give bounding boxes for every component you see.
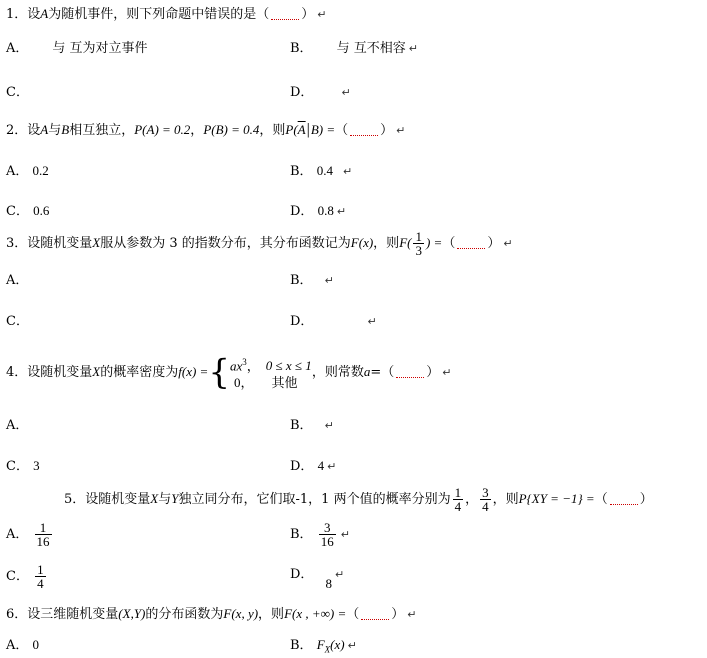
option-label: C． bbox=[6, 204, 29, 219]
numerator: 1 bbox=[37, 562, 44, 577]
q1-option-c bbox=[6, 85, 29, 101]
option-subscript: X bbox=[324, 644, 331, 655]
option-label: B． bbox=[290, 273, 313, 288]
q2-option-a bbox=[6, 163, 49, 180]
option-fraction bbox=[319, 521, 336, 548]
q1-text-2: 为随机事件，则下列命题中错误的是（ bbox=[48, 7, 270, 22]
q4-stem bbox=[6, 352, 451, 393]
case-2-cond: 其他 bbox=[271, 375, 298, 391]
q3-close: ） bbox=[487, 236, 501, 251]
denominator: 4 bbox=[454, 499, 462, 514]
joint-cdf: F(x, y) bbox=[223, 606, 259, 621]
option-value: 0 bbox=[32, 637, 40, 652]
variable-x: X bbox=[150, 491, 159, 506]
q5-text-3: 独立同分布，它们取-1，1 两个值的概率分别为 bbox=[178, 492, 451, 507]
answer-blank bbox=[396, 367, 424, 378]
option-fraction bbox=[35, 521, 52, 548]
case-1-cond: 0 ≤ x ≤ 1 bbox=[265, 358, 312, 374]
case-1-expr: ax bbox=[229, 358, 243, 374]
return-mark: ↵ bbox=[340, 528, 350, 541]
pdf-symbol: f(x) = bbox=[178, 364, 209, 379]
q1-option-a bbox=[6, 41, 148, 57]
option-label: B． bbox=[290, 41, 313, 56]
option-label: B． bbox=[290, 527, 313, 542]
q3-stem bbox=[6, 230, 513, 257]
option-fraction bbox=[35, 563, 46, 590]
return-mark: ↵ bbox=[334, 568, 345, 581]
prob-a: P(A) = 0.2 bbox=[134, 122, 191, 137]
option-value: 0.4 bbox=[316, 163, 333, 178]
piecewise-brace: { bbox=[208, 352, 230, 393]
option-label: D． bbox=[290, 567, 314, 582]
cond-prob-close: B) = bbox=[310, 122, 336, 137]
q4-text-3: ，则常数 bbox=[311, 365, 364, 380]
event-a: A bbox=[40, 6, 49, 21]
option-value: 3 bbox=[33, 458, 40, 473]
denominator: 4 bbox=[37, 576, 44, 591]
cond-prob-open: P( bbox=[285, 122, 298, 137]
return-mark: ↵ bbox=[317, 8, 327, 21]
q2-stem bbox=[6, 122, 405, 139]
marginal-expr: F(x , +∞) = bbox=[284, 606, 347, 621]
return-mark: ↵ bbox=[347, 639, 357, 652]
q2-close: ） bbox=[380, 123, 394, 138]
option-tail: (x) bbox=[330, 637, 345, 652]
q5-text-4: ，则 bbox=[492, 492, 519, 507]
option-label: D． bbox=[290, 204, 314, 219]
q2-text-4: ，则 bbox=[259, 123, 286, 138]
q2-option-c bbox=[6, 203, 49, 220]
q3-open: （ bbox=[442, 236, 456, 251]
q2-number: 2． bbox=[6, 123, 28, 138]
equals: = bbox=[370, 365, 382, 380]
cdf-symbol: F(x) bbox=[350, 235, 374, 250]
q3-option-d bbox=[290, 314, 377, 330]
q4-open: （ bbox=[381, 365, 395, 380]
return-mark: ↵ bbox=[367, 315, 377, 328]
given-bar: | bbox=[306, 121, 310, 138]
q5-open: （ bbox=[594, 492, 608, 507]
q3-text-3: ，则 bbox=[373, 236, 400, 251]
q5-option-b bbox=[290, 520, 350, 550]
option-label: A． bbox=[6, 527, 29, 542]
option-value: 0.6 bbox=[33, 203, 50, 218]
random-vector: (X,Y) bbox=[118, 606, 146, 621]
case-1-exp: 3 bbox=[242, 356, 247, 367]
q1-stem bbox=[6, 6, 327, 23]
case-2-expr: 0， bbox=[233, 375, 254, 391]
q4-option-a bbox=[6, 418, 28, 434]
variable-y: Y bbox=[171, 491, 179, 506]
q2-open: （ bbox=[335, 123, 349, 138]
option-label: C． bbox=[6, 85, 29, 100]
q3-option-c bbox=[6, 314, 29, 330]
q1-option-d bbox=[290, 85, 351, 101]
option-value: F bbox=[316, 637, 325, 652]
q5-option-d bbox=[290, 566, 345, 591]
variable-x: X bbox=[92, 364, 101, 379]
q3-number: 3． bbox=[6, 236, 28, 251]
q6-open: （ bbox=[346, 607, 360, 622]
answer-blank bbox=[457, 238, 485, 249]
return-mark: ↵ bbox=[503, 237, 513, 250]
return-mark: ↵ bbox=[341, 86, 351, 99]
q2-option-b bbox=[290, 163, 352, 180]
option-label: A． bbox=[6, 41, 29, 56]
option-label: A． bbox=[6, 418, 29, 433]
option-value: 0.2 bbox=[32, 163, 49, 178]
q5-close: ） bbox=[639, 492, 653, 507]
q4-option-c bbox=[6, 458, 40, 475]
q4-number: 4． bbox=[6, 365, 28, 380]
q6-option-b bbox=[290, 637, 357, 658]
event-b: B bbox=[61, 122, 70, 137]
q2-text-2: 与 bbox=[48, 123, 62, 138]
q6-close: ） bbox=[391, 607, 405, 622]
answer-blank bbox=[350, 125, 378, 136]
q4-text-1: 设随机变量 bbox=[27, 365, 93, 380]
option-label: D． bbox=[290, 314, 314, 329]
q3-text-2: 服从参数为 3 的指数分布，其分布函数记为 bbox=[100, 236, 351, 251]
return-mark: ↵ bbox=[324, 274, 334, 287]
case-row-1 bbox=[230, 354, 312, 374]
option-label: A． bbox=[6, 273, 29, 288]
return-mark: ↵ bbox=[342, 165, 353, 178]
q4-option-b bbox=[290, 418, 334, 434]
option-denominator: 8 bbox=[325, 576, 332, 591]
q6-number: 6． bbox=[6, 607, 28, 622]
q6-stem bbox=[6, 606, 417, 623]
q6-text-3: ，则 bbox=[258, 607, 285, 622]
return-mark: ↵ bbox=[407, 608, 417, 621]
option-text: 与 互不相容 bbox=[336, 41, 406, 56]
q3-text-1: 设随机变量 bbox=[27, 236, 93, 251]
variable-x: X bbox=[92, 235, 101, 250]
q4-text-2: 的概率密度为 bbox=[100, 365, 179, 380]
q6-text-2: 的分布函数为 bbox=[145, 607, 224, 622]
q1-number: 1． bbox=[6, 7, 28, 22]
cdf-close: ) = bbox=[425, 235, 443, 250]
denominator: 16 bbox=[36, 534, 50, 549]
q5-text-2: 与 bbox=[158, 492, 172, 507]
return-mark: ↵ bbox=[327, 460, 337, 473]
answer-blank bbox=[610, 494, 638, 505]
return-mark: ↵ bbox=[408, 42, 418, 55]
fraction-one-quarter bbox=[453, 486, 464, 513]
q5-option-c bbox=[6, 562, 48, 592]
q5-text-1: 设随机变量 bbox=[85, 492, 151, 507]
q3-option-a bbox=[6, 273, 28, 289]
piecewise-cases bbox=[230, 354, 312, 391]
option-label: B． bbox=[290, 164, 313, 179]
option-label: C． bbox=[6, 459, 29, 474]
option-label: C． bbox=[6, 569, 29, 584]
q3-option-b bbox=[290, 273, 334, 289]
denominator: 16 bbox=[320, 534, 334, 549]
return-mark: ↵ bbox=[336, 205, 347, 218]
answer-blank bbox=[361, 609, 389, 620]
option-value: 0.8 bbox=[317, 203, 334, 218]
option-label: A． bbox=[6, 638, 29, 653]
fraction-one-third bbox=[413, 230, 424, 257]
prob-b: P(B) = 0.4 bbox=[203, 122, 260, 137]
probability-expr: P{XY = −1} = bbox=[518, 491, 595, 506]
numerator: 1 bbox=[35, 521, 52, 535]
q4-close: ） bbox=[426, 365, 440, 380]
option-label: B． bbox=[290, 418, 313, 433]
numerator: 3 bbox=[319, 521, 336, 535]
option-value: 4 bbox=[317, 458, 325, 473]
answer-blank bbox=[271, 9, 299, 20]
numerator: 1 bbox=[415, 229, 422, 244]
option-label: D． bbox=[290, 459, 314, 474]
complement-a: $\overline{A}$ bbox=[297, 122, 306, 137]
q6-text-1: 设三维随机变量 bbox=[27, 607, 119, 622]
numerator: 1 bbox=[454, 485, 462, 500]
case-row-2 bbox=[230, 374, 312, 391]
q5-option-a bbox=[6, 520, 54, 550]
q2-text-1: 设 bbox=[27, 123, 41, 138]
option-label: D． bbox=[290, 85, 314, 100]
q4-option-d bbox=[290, 458, 336, 475]
case-1-comma: ， bbox=[246, 358, 260, 374]
fraction-three-quarters bbox=[480, 486, 491, 513]
constant-a: a bbox=[363, 364, 371, 379]
option-label: C． bbox=[6, 314, 29, 329]
q1-close: ） bbox=[301, 7, 315, 22]
return-mark: ↵ bbox=[324, 419, 334, 432]
q2-option-d bbox=[290, 203, 346, 220]
denominator: 4 bbox=[482, 499, 489, 514]
option-label: A． bbox=[6, 164, 29, 179]
q5-stem bbox=[64, 484, 653, 515]
numerator: 3 bbox=[482, 485, 489, 500]
separator: ， bbox=[190, 123, 204, 138]
q6-option-a bbox=[6, 637, 39, 654]
q1-text-1: 设 bbox=[27, 7, 41, 22]
return-mark: ↵ bbox=[396, 124, 406, 137]
return-mark: ↵ bbox=[442, 366, 452, 379]
separator: ， bbox=[465, 492, 479, 507]
option-text: 与 互为对立事件 bbox=[52, 41, 148, 56]
denominator: 3 bbox=[415, 243, 422, 258]
event-a: A bbox=[40, 122, 49, 137]
q2-text-3: 相互独立， bbox=[69, 123, 135, 138]
cdf-open: F( bbox=[399, 235, 412, 250]
option-label: B． bbox=[290, 638, 313, 653]
q5-number: 5． bbox=[64, 492, 86, 507]
q1-option-b bbox=[290, 41, 418, 57]
